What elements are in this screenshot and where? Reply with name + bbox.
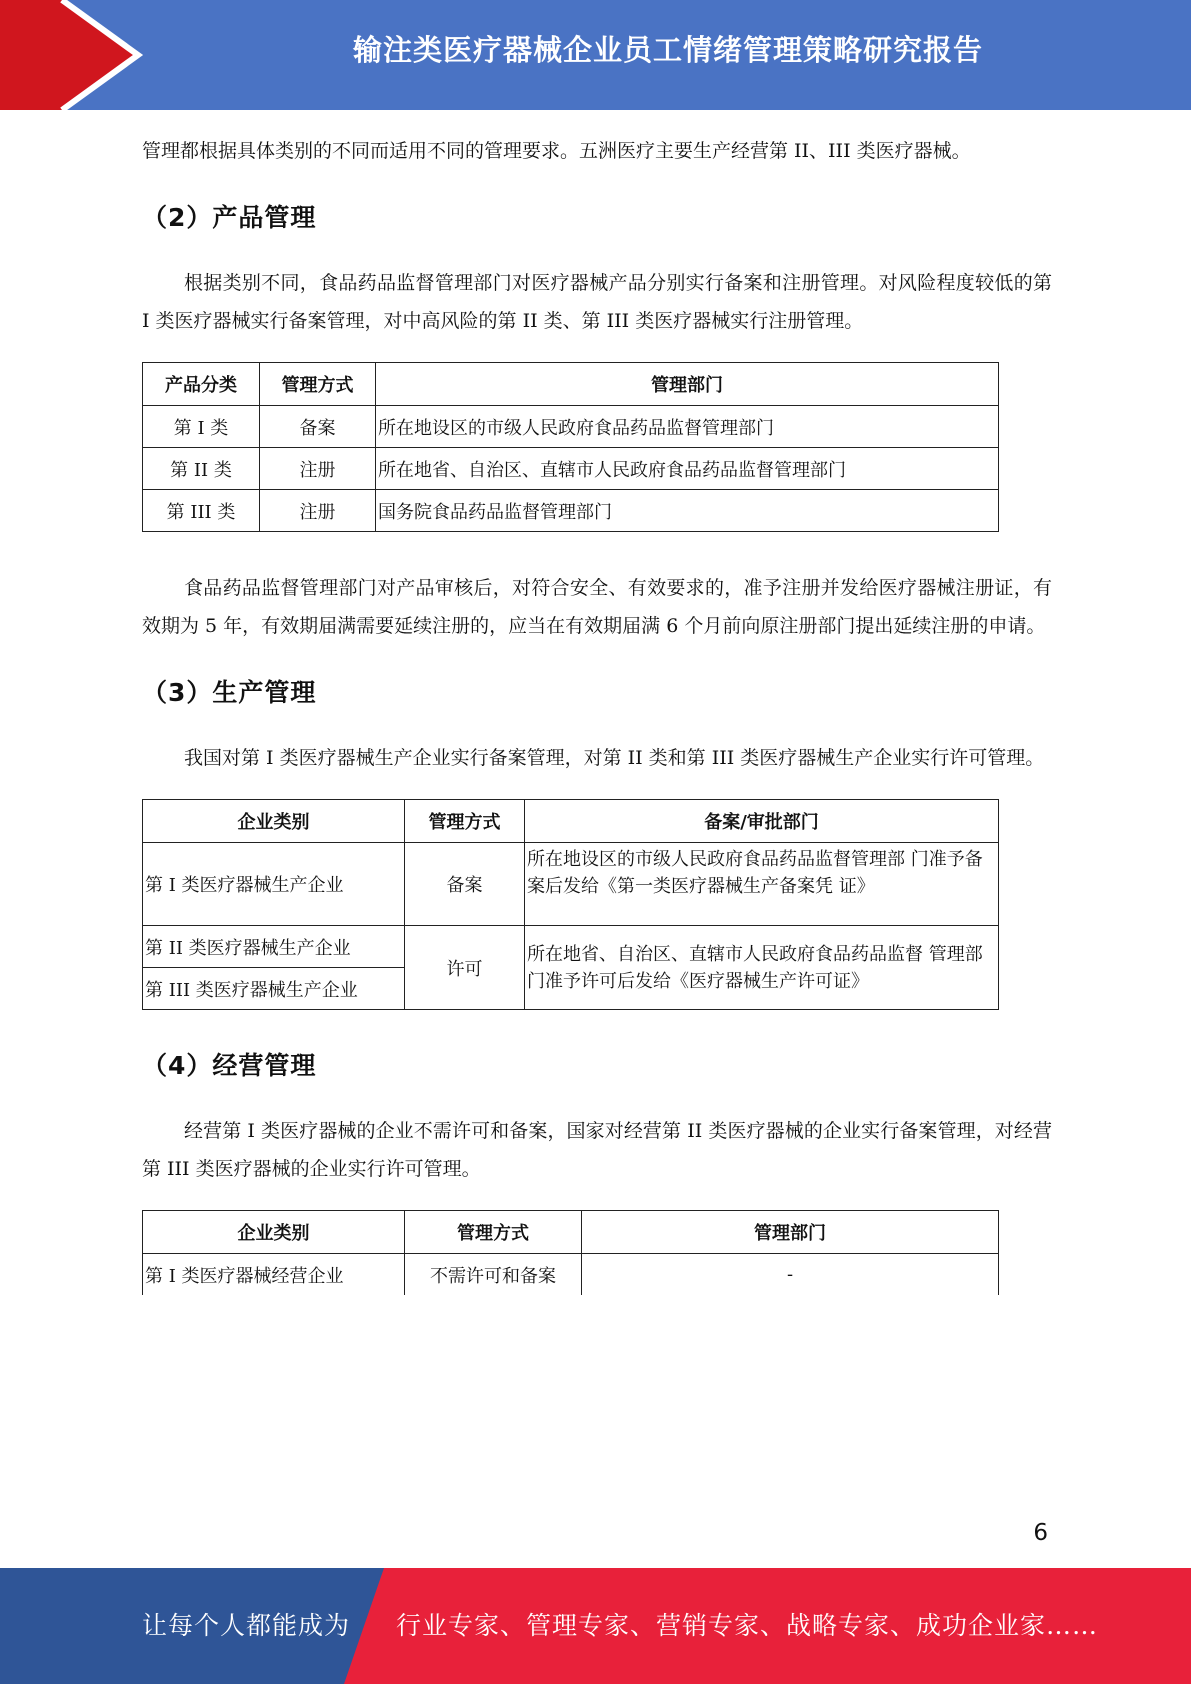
table-row <box>143 1254 999 1296</box>
table-header-cell: 企业类别 <box>143 1211 405 1254</box>
product-table <box>142 362 999 532</box>
table-cell: 不需许可和备案 <box>405 1254 582 1296</box>
table-cell: 第 II 类 <box>143 448 260 490</box>
operation-paragraph-1: 经营第 I 类医疗器械的企业不需许可和备案，国家对经营第 II 类医疗器械的企业实行备案管理，对经营第 III 类医疗器械的企业实行许可管理。 <box>142 1120 1052 1180</box>
table-header-row <box>143 800 999 843</box>
table-header-cell: 企业类别 <box>143 800 405 843</box>
section-heading-operation: （4）经营管理 <box>142 1051 317 1080</box>
table-cell: 所在地省、自治区、直辖市人民政府食品药品监督管理部门 <box>376 448 999 490</box>
page-number: 6 <box>1033 1520 1048 1546</box>
page-header <box>0 0 1191 110</box>
table-row <box>143 490 999 532</box>
table-row <box>143 843 999 926</box>
table-cell: 第 III 类 <box>143 490 260 532</box>
table-header-cell: 管理部门 <box>376 363 999 406</box>
table-row <box>143 448 999 490</box>
table-header-cell: 管理部门 <box>582 1211 999 1254</box>
table-cell: 备案 <box>405 843 525 926</box>
footer-slogan-right: 行业专家、管理专家、营销专家、战略专家、成功企业家…… <box>396 1611 1099 1640</box>
table-row <box>143 926 999 968</box>
table-cell: 第 I 类医疗器械生产企业 <box>143 843 405 926</box>
table-cell: 注册 <box>260 448 376 490</box>
section-heading-product: （2）产品管理 <box>142 203 317 232</box>
header-arrow-decoration <box>0 0 160 110</box>
table-cell: 第 II 类医疗器械生产企业 <box>143 926 405 968</box>
table-header-row <box>143 1211 999 1254</box>
section-heading-production: （3）生产管理 <box>142 678 317 707</box>
operation-table <box>142 1210 999 1295</box>
footer-slogan-left: 让每个人都能成为 <box>142 1611 351 1640</box>
product-paragraph-1: 根据类别不同，食品药品监督管理部门对医疗器械产品分别实行备案和注册管理。对风险程度较低的第 I 类医疗器械实行备案管理，对中高风险的第 II 类、第 III 类医疗器械实行注册管理。 <box>142 272 1052 332</box>
product-paragraph-2: 食品药品监督管理部门对产品审核后，对符合安全、有效要求的，准予注册并发给医疗器械注册证，有效期为 5 年，有效期届满需要延续注册的，应当在有效期届满 6 个月前向原注册部门提出延续注册的申请。 <box>142 577 1052 637</box>
table-cell: 许可 <box>405 926 525 1010</box>
table-header-cell: 管理方式 <box>260 363 376 406</box>
table-header-cell: 产品分类 <box>143 363 260 406</box>
table-cell: 所在地设区的市级人民政府食品药品监督管理部门 <box>376 406 999 448</box>
report-title: 输注类医疗器械企业员工情绪管理策略研究报告 <box>352 33 983 67</box>
table-cell: 所在地设区的市级人民政府食品药品监督管理部 门准予备案后发给《第一类医疗器械生产备案凭 证》 <box>525 843 999 926</box>
table-cell: 国务院食品药品监督管理部门 <box>376 490 999 532</box>
table-header-cell: 管理方式 <box>405 1211 582 1254</box>
table-row <box>143 406 999 448</box>
production-paragraph-1: 我国对第 I 类医疗器械生产企业实行备案管理，对第 II 类和第 III 类医疗器械生产企业实行许可管理。 <box>184 747 1045 769</box>
table-header-row <box>143 363 999 406</box>
intro-paragraph: 管理都根据具体类别的不同而适用不同的管理要求。五洲医疗主要生产经营第 II、III 类医疗器械。 <box>142 140 971 162</box>
table-header-cell: 管理方式 <box>405 800 525 843</box>
table-cell: 第 I 类 <box>143 406 260 448</box>
table-cell: 第 III 类医疗器械生产企业 <box>143 968 405 1010</box>
table-cell: - <box>582 1254 999 1296</box>
table-cell: 备案 <box>260 406 376 448</box>
page-content <box>142 132 1052 1295</box>
table-cell: 所在地省、自治区、直辖市人民政府食品药品监督 管理部门准予许可后发给《医疗器械生产许可证》 <box>525 926 999 1010</box>
page-footer <box>0 1568 1191 1684</box>
production-table <box>142 799 999 1010</box>
table-cell: 注册 <box>260 490 376 532</box>
table-header-cell: 备案/审批部门 <box>525 800 999 843</box>
table-cell: 第 I 类医疗器械经营企业 <box>143 1254 405 1296</box>
